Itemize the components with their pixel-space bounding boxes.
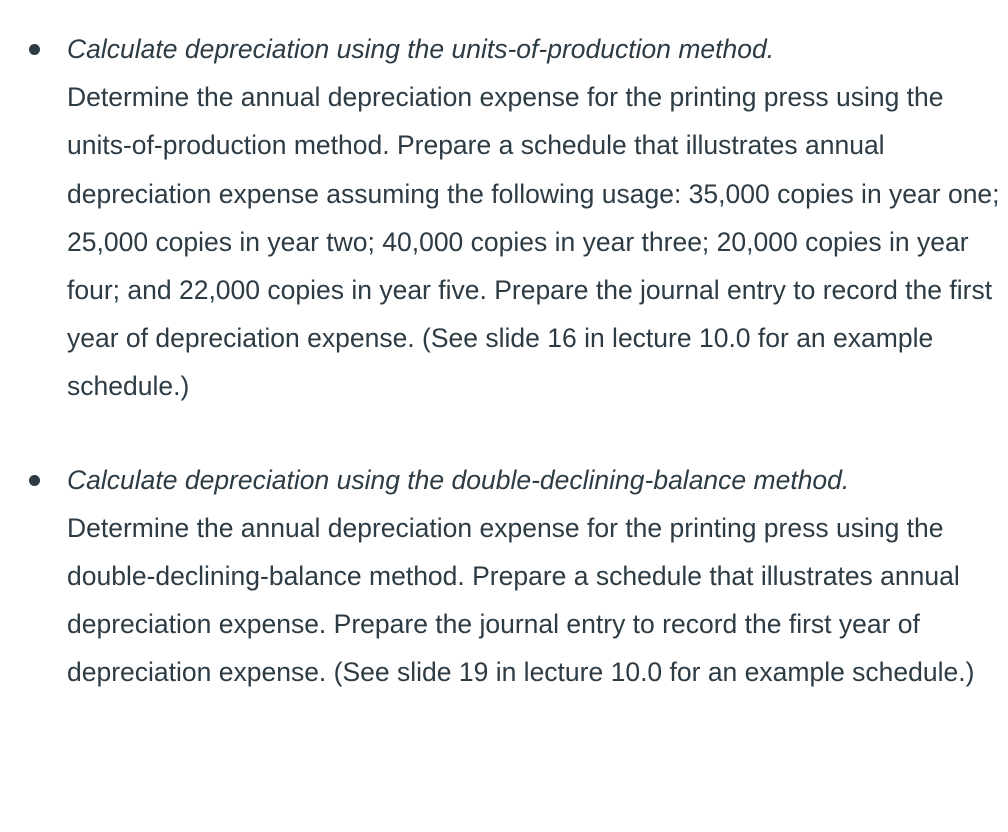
list-item-double-declining-balance — [0, 456, 1008, 697]
item-body: Determine the annual depreciation expense for the printing press using the double-declining-balance method. Prepare a schedule that illustrates annual depreciation expense. Prepare the journal entry to record the first year of depreciation expense. (See slide 19 in lecture 10.0 for an example schedule.) — [67, 512, 975, 688]
item-heading: Calculate depreciation using the units-of-production method. — [67, 34, 775, 64]
list-item-units-of-production — [0, 25, 1008, 411]
bullet-icon — [29, 475, 40, 486]
bullet-icon — [29, 44, 40, 55]
item-body: Determine the annual depreciation expense for the printing press using the units-of-production method. Prepare a schedule that illustrates annual depreciation expense assuming the following usage: 35,000 copies in year one; 25,000 copies in year two; 40,000 copies in year three; 20,000 copies in year four; and 22,000 copies in year five. Prepare the journal entry to record the first year of depreciation expense. (See slide 16 in lecture 10.0 for an example schedule.) — [67, 82, 1000, 402]
instructions-list — [0, 25, 1008, 697]
item-heading: Calculate depreciation using the double-declining-balance method. — [67, 464, 850, 495]
